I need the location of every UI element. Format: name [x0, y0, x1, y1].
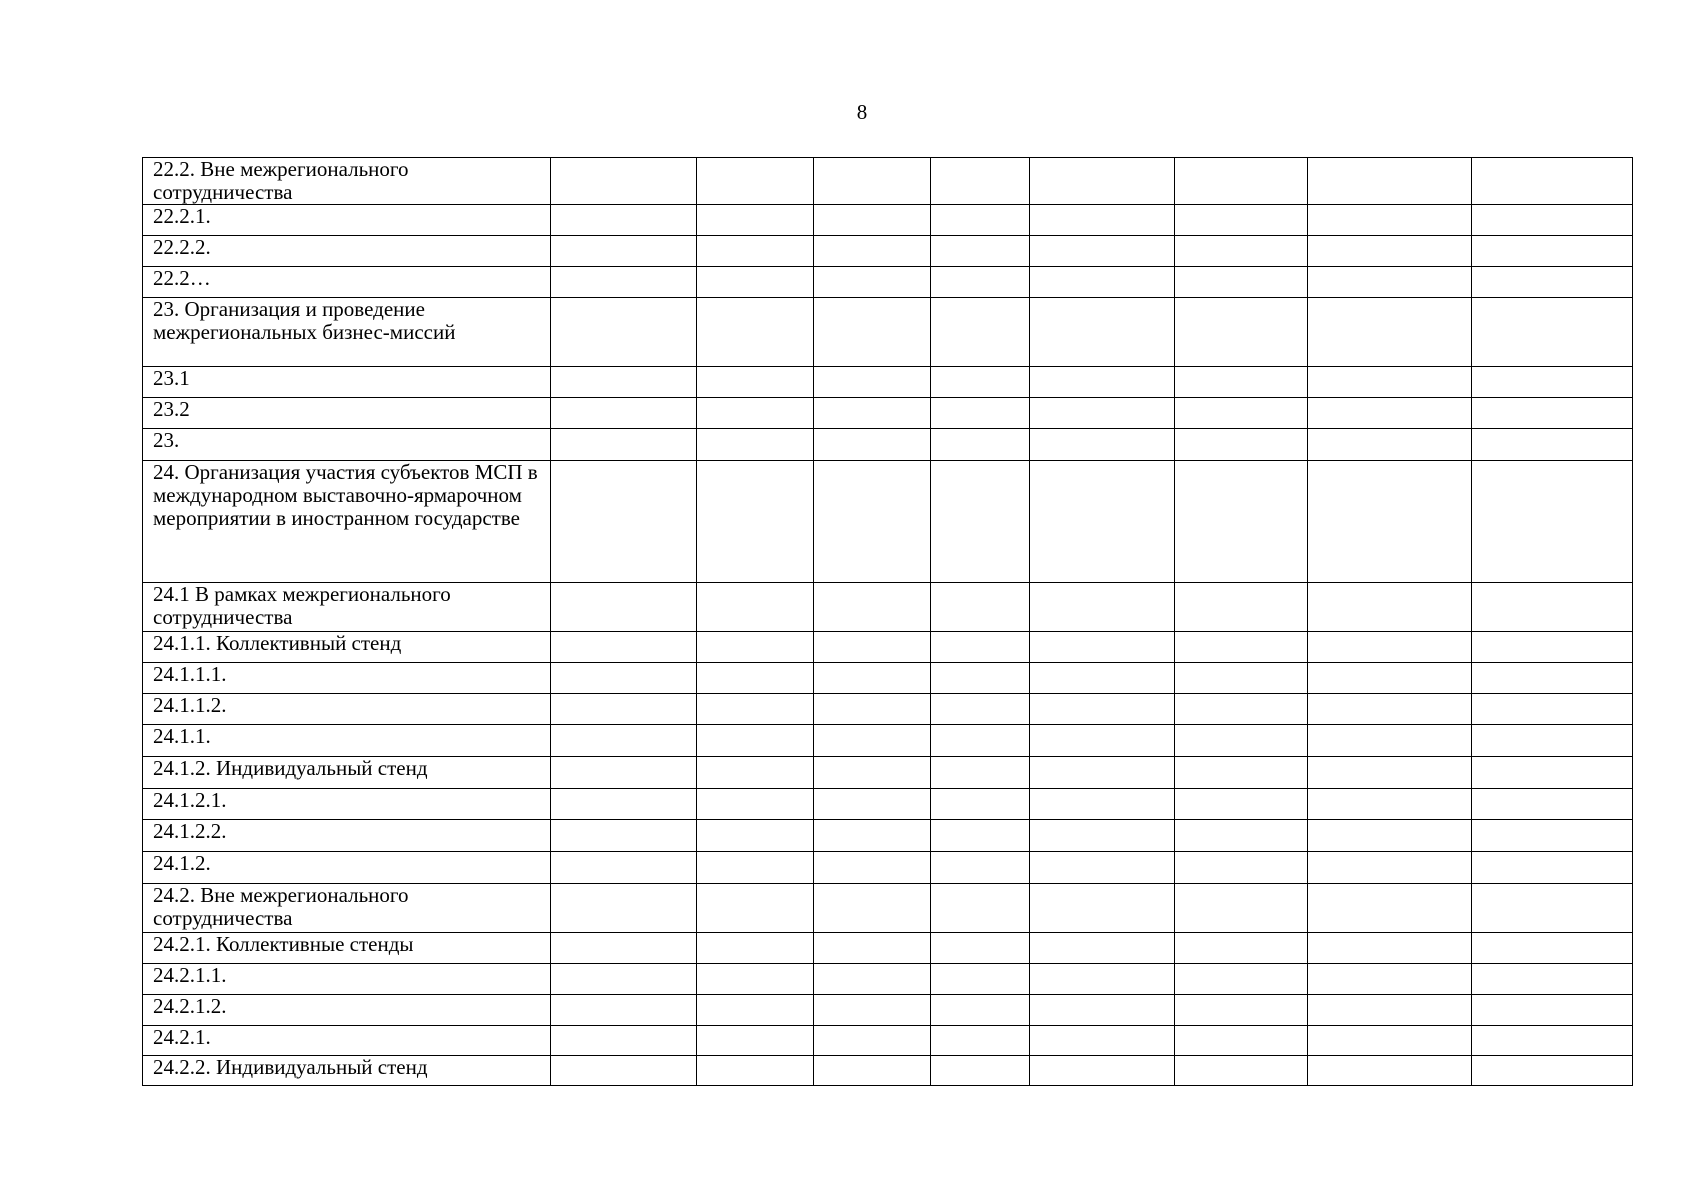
row-label-cell: 23.2: [143, 398, 551, 429]
table-row: [143, 583, 1633, 632]
empty-cell: [814, 367, 931, 398]
empty-cell: [551, 757, 697, 789]
empty-cell: [931, 205, 1030, 236]
table-row: [143, 632, 1633, 663]
table-row: [143, 1026, 1633, 1056]
empty-cell: [814, 933, 931, 964]
empty-cell: [551, 663, 697, 694]
empty-cell: [1308, 725, 1472, 757]
table-row: [143, 298, 1633, 367]
empty-cell: [814, 1026, 931, 1056]
row-label-cell: 24.1.1. Коллективный стенд: [143, 632, 551, 663]
empty-cell: [551, 398, 697, 429]
row-label-cell: 22.2.1.: [143, 205, 551, 236]
empty-cell: [814, 429, 931, 461]
empty-cell: [1472, 367, 1633, 398]
empty-cell: [1175, 663, 1308, 694]
empty-cell: [697, 663, 814, 694]
empty-cell: [1308, 429, 1472, 461]
empty-cell: [697, 298, 814, 367]
empty-cell: [697, 725, 814, 757]
empty-cell: [1175, 852, 1308, 884]
table-row: [143, 236, 1633, 267]
empty-cell: [1175, 884, 1308, 933]
empty-cell: [697, 205, 814, 236]
empty-cell: [814, 461, 931, 583]
row-label-cell: 24.2. Вне межрегионального сотрудничества: [143, 884, 551, 933]
empty-cell: [1030, 1056, 1175, 1086]
table-row: [143, 789, 1633, 820]
empty-cell: [551, 583, 697, 632]
empty-cell: [1175, 632, 1308, 663]
empty-cell: [1030, 1026, 1175, 1056]
empty-cell: [1308, 820, 1472, 852]
table-row: [143, 367, 1633, 398]
table-row: [143, 820, 1633, 852]
empty-cell: [697, 789, 814, 820]
empty-cell: [1308, 933, 1472, 964]
empty-cell: [1308, 298, 1472, 367]
row-label-cell: 22.2…: [143, 267, 551, 298]
empty-cell: [1175, 205, 1308, 236]
empty-cell: [1030, 663, 1175, 694]
empty-cell: [1030, 429, 1175, 461]
empty-cell: [814, 158, 931, 205]
empty-cell: [697, 398, 814, 429]
row-label-cell: 23.1: [143, 367, 551, 398]
empty-cell: [1030, 725, 1175, 757]
empty-cell: [1308, 852, 1472, 884]
empty-cell: [931, 1056, 1030, 1086]
empty-cell: [1030, 367, 1175, 398]
empty-cell: [814, 632, 931, 663]
empty-cell: [931, 158, 1030, 205]
empty-cell: [1175, 267, 1308, 298]
empty-cell: [1472, 852, 1633, 884]
empty-cell: [1308, 964, 1472, 995]
empty-cell: [931, 367, 1030, 398]
empty-cell: [551, 820, 697, 852]
table-row: [143, 461, 1633, 583]
empty-cell: [1030, 852, 1175, 884]
table-row: [143, 995, 1633, 1026]
empty-cell: [1472, 757, 1633, 789]
empty-cell: [1308, 694, 1472, 725]
table-row: [143, 267, 1633, 298]
empty-cell: [1472, 632, 1633, 663]
empty-cell: [1030, 461, 1175, 583]
empty-cell: [1472, 725, 1633, 757]
empty-cell: [551, 933, 697, 964]
row-label-cell: 23. Организация и проведение межрегиональных бизнес-миссий: [143, 298, 551, 367]
empty-cell: [814, 298, 931, 367]
empty-cell: [551, 205, 697, 236]
table-row: [143, 884, 1633, 933]
empty-cell: [814, 884, 931, 933]
empty-cell: [1030, 995, 1175, 1026]
empty-cell: [1308, 789, 1472, 820]
empty-cell: [814, 205, 931, 236]
empty-cell: [814, 694, 931, 725]
table-row: [143, 933, 1633, 964]
empty-cell: [931, 757, 1030, 789]
empty-cell: [1175, 964, 1308, 995]
empty-cell: [551, 789, 697, 820]
empty-cell: [551, 964, 697, 995]
empty-cell: [551, 995, 697, 1026]
empty-cell: [1175, 995, 1308, 1026]
table-row: [143, 663, 1633, 694]
empty-cell: [1308, 367, 1472, 398]
empty-cell: [1030, 158, 1175, 205]
empty-cell: [697, 583, 814, 632]
empty-cell: [931, 236, 1030, 267]
table-row: [143, 725, 1633, 757]
empty-cell: [551, 1026, 697, 1056]
empty-cell: [1030, 694, 1175, 725]
empty-cell: [697, 236, 814, 267]
empty-cell: [814, 964, 931, 995]
empty-cell: [1175, 789, 1308, 820]
empty-cell: [814, 267, 931, 298]
empty-cell: [551, 694, 697, 725]
empty-cell: [1030, 884, 1175, 933]
empty-cell: [1308, 632, 1472, 663]
empty-cell: [1472, 789, 1633, 820]
row-label-cell: 24.1.1.1.: [143, 663, 551, 694]
empty-cell: [1030, 398, 1175, 429]
empty-cell: [814, 757, 931, 789]
empty-cell: [551, 725, 697, 757]
empty-cell: [551, 429, 697, 461]
table-row: [143, 852, 1633, 884]
empty-cell: [931, 663, 1030, 694]
table-row: [143, 398, 1633, 429]
table-row: [143, 964, 1633, 995]
empty-cell: [931, 725, 1030, 757]
row-label-cell: 22.2. Вне межрегионального сотрудничества: [143, 158, 551, 205]
empty-cell: [697, 1056, 814, 1086]
empty-cell: [697, 757, 814, 789]
empty-cell: [1308, 398, 1472, 429]
row-label-cell: 24.1.2. Индивидуальный стенд: [143, 757, 551, 789]
empty-cell: [931, 583, 1030, 632]
empty-cell: [814, 236, 931, 267]
empty-cell: [1308, 884, 1472, 933]
empty-cell: [1472, 205, 1633, 236]
empty-cell: [1175, 367, 1308, 398]
table-body: [143, 158, 1633, 1086]
row-label-cell: 24.1.2.2.: [143, 820, 551, 852]
empty-cell: [1308, 461, 1472, 583]
empty-cell: [697, 158, 814, 205]
empty-cell: [1030, 820, 1175, 852]
row-label-cell: 24.1.1.2.: [143, 694, 551, 725]
empty-cell: [1030, 757, 1175, 789]
empty-cell: [1175, 429, 1308, 461]
empty-cell: [814, 789, 931, 820]
empty-cell: [697, 852, 814, 884]
table-row: [143, 158, 1633, 205]
empty-cell: [1472, 461, 1633, 583]
empty-cell: [1308, 236, 1472, 267]
empty-cell: [931, 995, 1030, 1026]
empty-cell: [697, 1026, 814, 1056]
empty-cell: [1175, 820, 1308, 852]
empty-cell: [1308, 583, 1472, 632]
empty-cell: [697, 964, 814, 995]
empty-cell: [931, 820, 1030, 852]
empty-cell: [551, 632, 697, 663]
empty-cell: [814, 398, 931, 429]
table-row: [143, 429, 1633, 461]
empty-cell: [1472, 663, 1633, 694]
row-label-cell: 24. Организация участия субъектов МСП в международном выставочно-ярмарочном мероприятии в иностранном государстве: [143, 461, 551, 583]
empty-cell: [814, 852, 931, 884]
empty-cell: [931, 429, 1030, 461]
empty-cell: [1308, 757, 1472, 789]
empty-cell: [697, 884, 814, 933]
row-label-cell: 24.1.2.: [143, 852, 551, 884]
empty-cell: [931, 694, 1030, 725]
empty-cell: [1472, 298, 1633, 367]
empty-cell: [1472, 964, 1633, 995]
empty-cell: [1308, 267, 1472, 298]
empty-cell: [1308, 663, 1472, 694]
empty-cell: [1472, 158, 1633, 205]
row-label-cell: 24.1 В рамках межрегионального сотрудничества: [143, 583, 551, 632]
empty-cell: [1308, 995, 1472, 1026]
empty-cell: [551, 298, 697, 367]
empty-cell: [1175, 1056, 1308, 1086]
row-label-cell: 24.2.2. Индивидуальный стенд: [143, 1056, 551, 1086]
empty-cell: [1175, 725, 1308, 757]
empty-cell: [1030, 933, 1175, 964]
empty-cell: [1472, 267, 1633, 298]
table-row: [143, 694, 1633, 725]
empty-cell: [697, 267, 814, 298]
empty-cell: [1472, 429, 1633, 461]
empty-cell: [1030, 583, 1175, 632]
empty-cell: [697, 820, 814, 852]
empty-cell: [551, 852, 697, 884]
empty-cell: [1472, 933, 1633, 964]
empty-cell: [697, 429, 814, 461]
row-label-cell: 24.2.1.2.: [143, 995, 551, 1026]
empty-cell: [1175, 694, 1308, 725]
empty-cell: [1308, 1056, 1472, 1086]
empty-cell: [814, 663, 931, 694]
empty-cell: [697, 933, 814, 964]
empty-cell: [697, 632, 814, 663]
table-row: [143, 1056, 1633, 1086]
empty-cell: [1175, 757, 1308, 789]
empty-cell: [1472, 1026, 1633, 1056]
empty-cell: [931, 267, 1030, 298]
empty-cell: [1175, 398, 1308, 429]
empty-cell: [551, 884, 697, 933]
empty-cell: [1030, 205, 1175, 236]
empty-cell: [551, 158, 697, 205]
empty-cell: [931, 789, 1030, 820]
empty-cell: [931, 1026, 1030, 1056]
empty-cell: [1030, 632, 1175, 663]
empty-cell: [1472, 884, 1633, 933]
empty-cell: [1472, 820, 1633, 852]
empty-cell: [931, 461, 1030, 583]
empty-cell: [1175, 583, 1308, 632]
empty-cell: [1472, 398, 1633, 429]
empty-cell: [1472, 583, 1633, 632]
empty-cell: [1308, 205, 1472, 236]
empty-cell: [1472, 1056, 1633, 1086]
row-label-cell: 24.2.1. Коллективные стенды: [143, 933, 551, 964]
empty-cell: [551, 267, 697, 298]
empty-cell: [1030, 789, 1175, 820]
table-row: [143, 205, 1633, 236]
empty-cell: [697, 694, 814, 725]
empty-cell: [814, 820, 931, 852]
empty-cell: [1472, 236, 1633, 267]
empty-cell: [931, 933, 1030, 964]
row-label-cell: 24.2.1.1.: [143, 964, 551, 995]
empty-cell: [1030, 298, 1175, 367]
row-label-cell: 22.2.2.: [143, 236, 551, 267]
empty-cell: [1030, 964, 1175, 995]
page-number: 8: [856, 100, 868, 124]
empty-cell: [551, 1056, 697, 1086]
row-label-cell: 24.1.1.: [143, 725, 551, 757]
empty-cell: [931, 298, 1030, 367]
empty-cell: [697, 461, 814, 583]
empty-cell: [931, 398, 1030, 429]
empty-cell: [1030, 267, 1175, 298]
empty-cell: [1308, 158, 1472, 205]
empty-cell: [551, 461, 697, 583]
empty-cell: [1175, 236, 1308, 267]
empty-cell: [1472, 694, 1633, 725]
empty-cell: [697, 995, 814, 1026]
empty-cell: [551, 367, 697, 398]
empty-cell: [1175, 298, 1308, 367]
empty-cell: [931, 852, 1030, 884]
report-table: [142, 157, 1633, 1086]
table-row: [143, 757, 1633, 789]
empty-cell: [1472, 995, 1633, 1026]
empty-cell: [931, 632, 1030, 663]
empty-cell: [551, 236, 697, 267]
empty-cell: [697, 367, 814, 398]
empty-cell: [1175, 1026, 1308, 1056]
row-label-cell: 24.2.1.: [143, 1026, 551, 1056]
empty-cell: [814, 725, 931, 757]
row-label-cell: 24.1.2.1.: [143, 789, 551, 820]
empty-cell: [1175, 461, 1308, 583]
empty-cell: [814, 995, 931, 1026]
empty-cell: [814, 583, 931, 632]
empty-cell: [1175, 158, 1308, 205]
empty-cell: [1308, 1026, 1472, 1056]
empty-cell: [931, 964, 1030, 995]
empty-cell: [931, 884, 1030, 933]
row-label-cell: 23.: [143, 429, 551, 461]
empty-cell: [814, 1056, 931, 1086]
empty-cell: [1175, 933, 1308, 964]
empty-cell: [1030, 236, 1175, 267]
